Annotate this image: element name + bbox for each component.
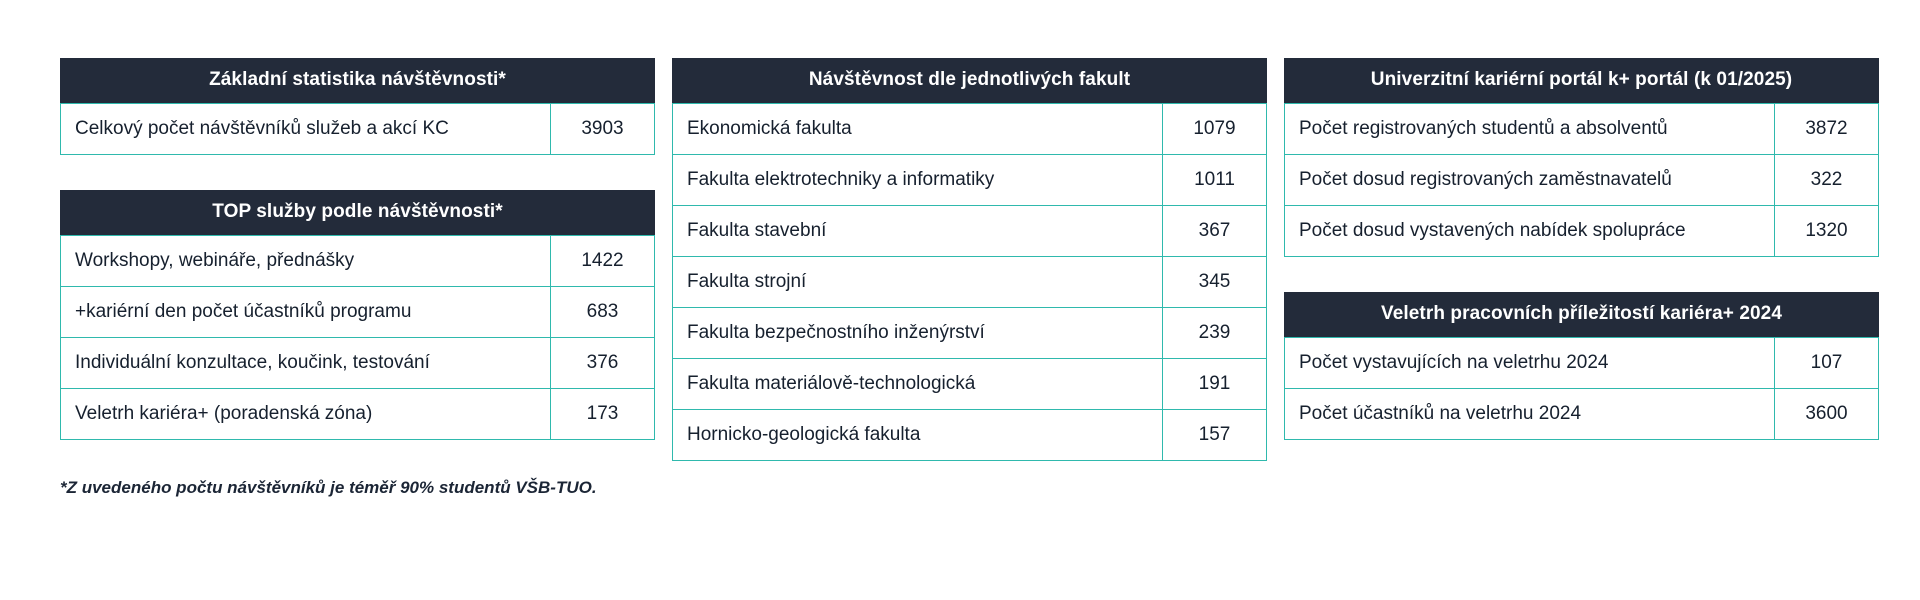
table-row [61,389,655,440]
portal-table [1284,58,1879,257]
basic-stats-table [60,58,655,155]
table-row [1285,206,1879,257]
top-services-title: TOP služby podle návštěvnosti* [60,190,655,235]
table-row [673,257,1267,308]
table-row [673,155,1267,206]
row-label: Fakulta bezpečnostního inženýrství [673,308,1163,359]
row-label: Ekonomická fakulta [673,104,1163,155]
footnote: *Z uvedeného počtu návštěvníků je téměř 90% studentů VŠB-TUO. [60,478,597,497]
row-label: Fakulta stavební [673,206,1163,257]
row-label: Počet dosud registrovaných zaměstnavatelů [1285,155,1775,206]
row-label: Celkový počet návštěvníků služeb a akcí KC [61,104,551,155]
row-value: 3872 [1775,104,1879,155]
table-row [61,104,655,155]
row-label: Hornicko-geologická fakulta [673,410,1163,461]
table-row [61,287,655,338]
row-value: 1422 [551,236,655,287]
faculties-title: Návštěvnost dle jednotlivých fakult [672,58,1267,103]
row-label: Počet registrovaných studentů a absolventů [1285,104,1775,155]
row-value: 345 [1163,257,1267,308]
row-value: 683 [551,287,655,338]
column-left [60,58,655,440]
row-value: 107 [1775,338,1879,389]
table-row [1285,338,1879,389]
basic-stats-title: Základní statistika návštěvnosti* [60,58,655,103]
row-value: 376 [551,338,655,389]
row-label: Počet dosud vystavených nabídek spolupráce [1285,206,1775,257]
row-label: +kariérní den počet účastníků programu [61,287,551,338]
row-value: 3903 [551,104,655,155]
row-value: 1011 [1163,155,1267,206]
job-fair-table [1284,292,1879,440]
row-label: Počet vystavujících na veletrhu 2024 [1285,338,1775,389]
basic-stats-block [60,58,655,155]
table-row [61,236,655,287]
column-middle [672,58,1267,461]
job-fair-title: Veletrh pracovních příležitostí kariéra+ 2024 [1284,292,1879,337]
row-value: 191 [1163,359,1267,410]
table-row [61,338,655,389]
row-label: Fakulta elektrotechniky a informatiky [673,155,1163,206]
row-value: 1079 [1163,104,1267,155]
portal-title: Univerzitní kariérní portál k+ portál (k 01/2025) [1284,58,1879,103]
job-fair-block [1284,292,1879,440]
row-value: 157 [1163,410,1267,461]
table-row [1285,389,1879,440]
row-value: 367 [1163,206,1267,257]
row-value: 239 [1163,308,1267,359]
faculties-table [672,58,1267,461]
row-label: Fakulta strojní [673,257,1163,308]
table-row [1285,155,1879,206]
row-value: 3600 [1775,389,1879,440]
portal-block [1284,58,1879,257]
table-row [673,104,1267,155]
table-row [673,206,1267,257]
row-label: Workshopy, webináře, přednášky [61,236,551,287]
faculties-block [672,58,1267,461]
tables-layout [60,58,1879,461]
row-label: Individuální konzultace, koučink, testování [61,338,551,389]
top-services-block [60,190,655,440]
table-row [673,359,1267,410]
row-label: Fakulta materiálově-technologická [673,359,1163,410]
row-value: 173 [551,389,655,440]
row-value: 322 [1775,155,1879,206]
row-value: 1320 [1775,206,1879,257]
row-label: Veletrh kariéra+ (poradenská zóna) [61,389,551,440]
column-right [1284,58,1879,440]
table-row [673,410,1267,461]
table-row [1285,104,1879,155]
top-services-table [60,190,655,440]
table-row [673,308,1267,359]
row-label: Počet účastníků na veletrhu 2024 [1285,389,1775,440]
